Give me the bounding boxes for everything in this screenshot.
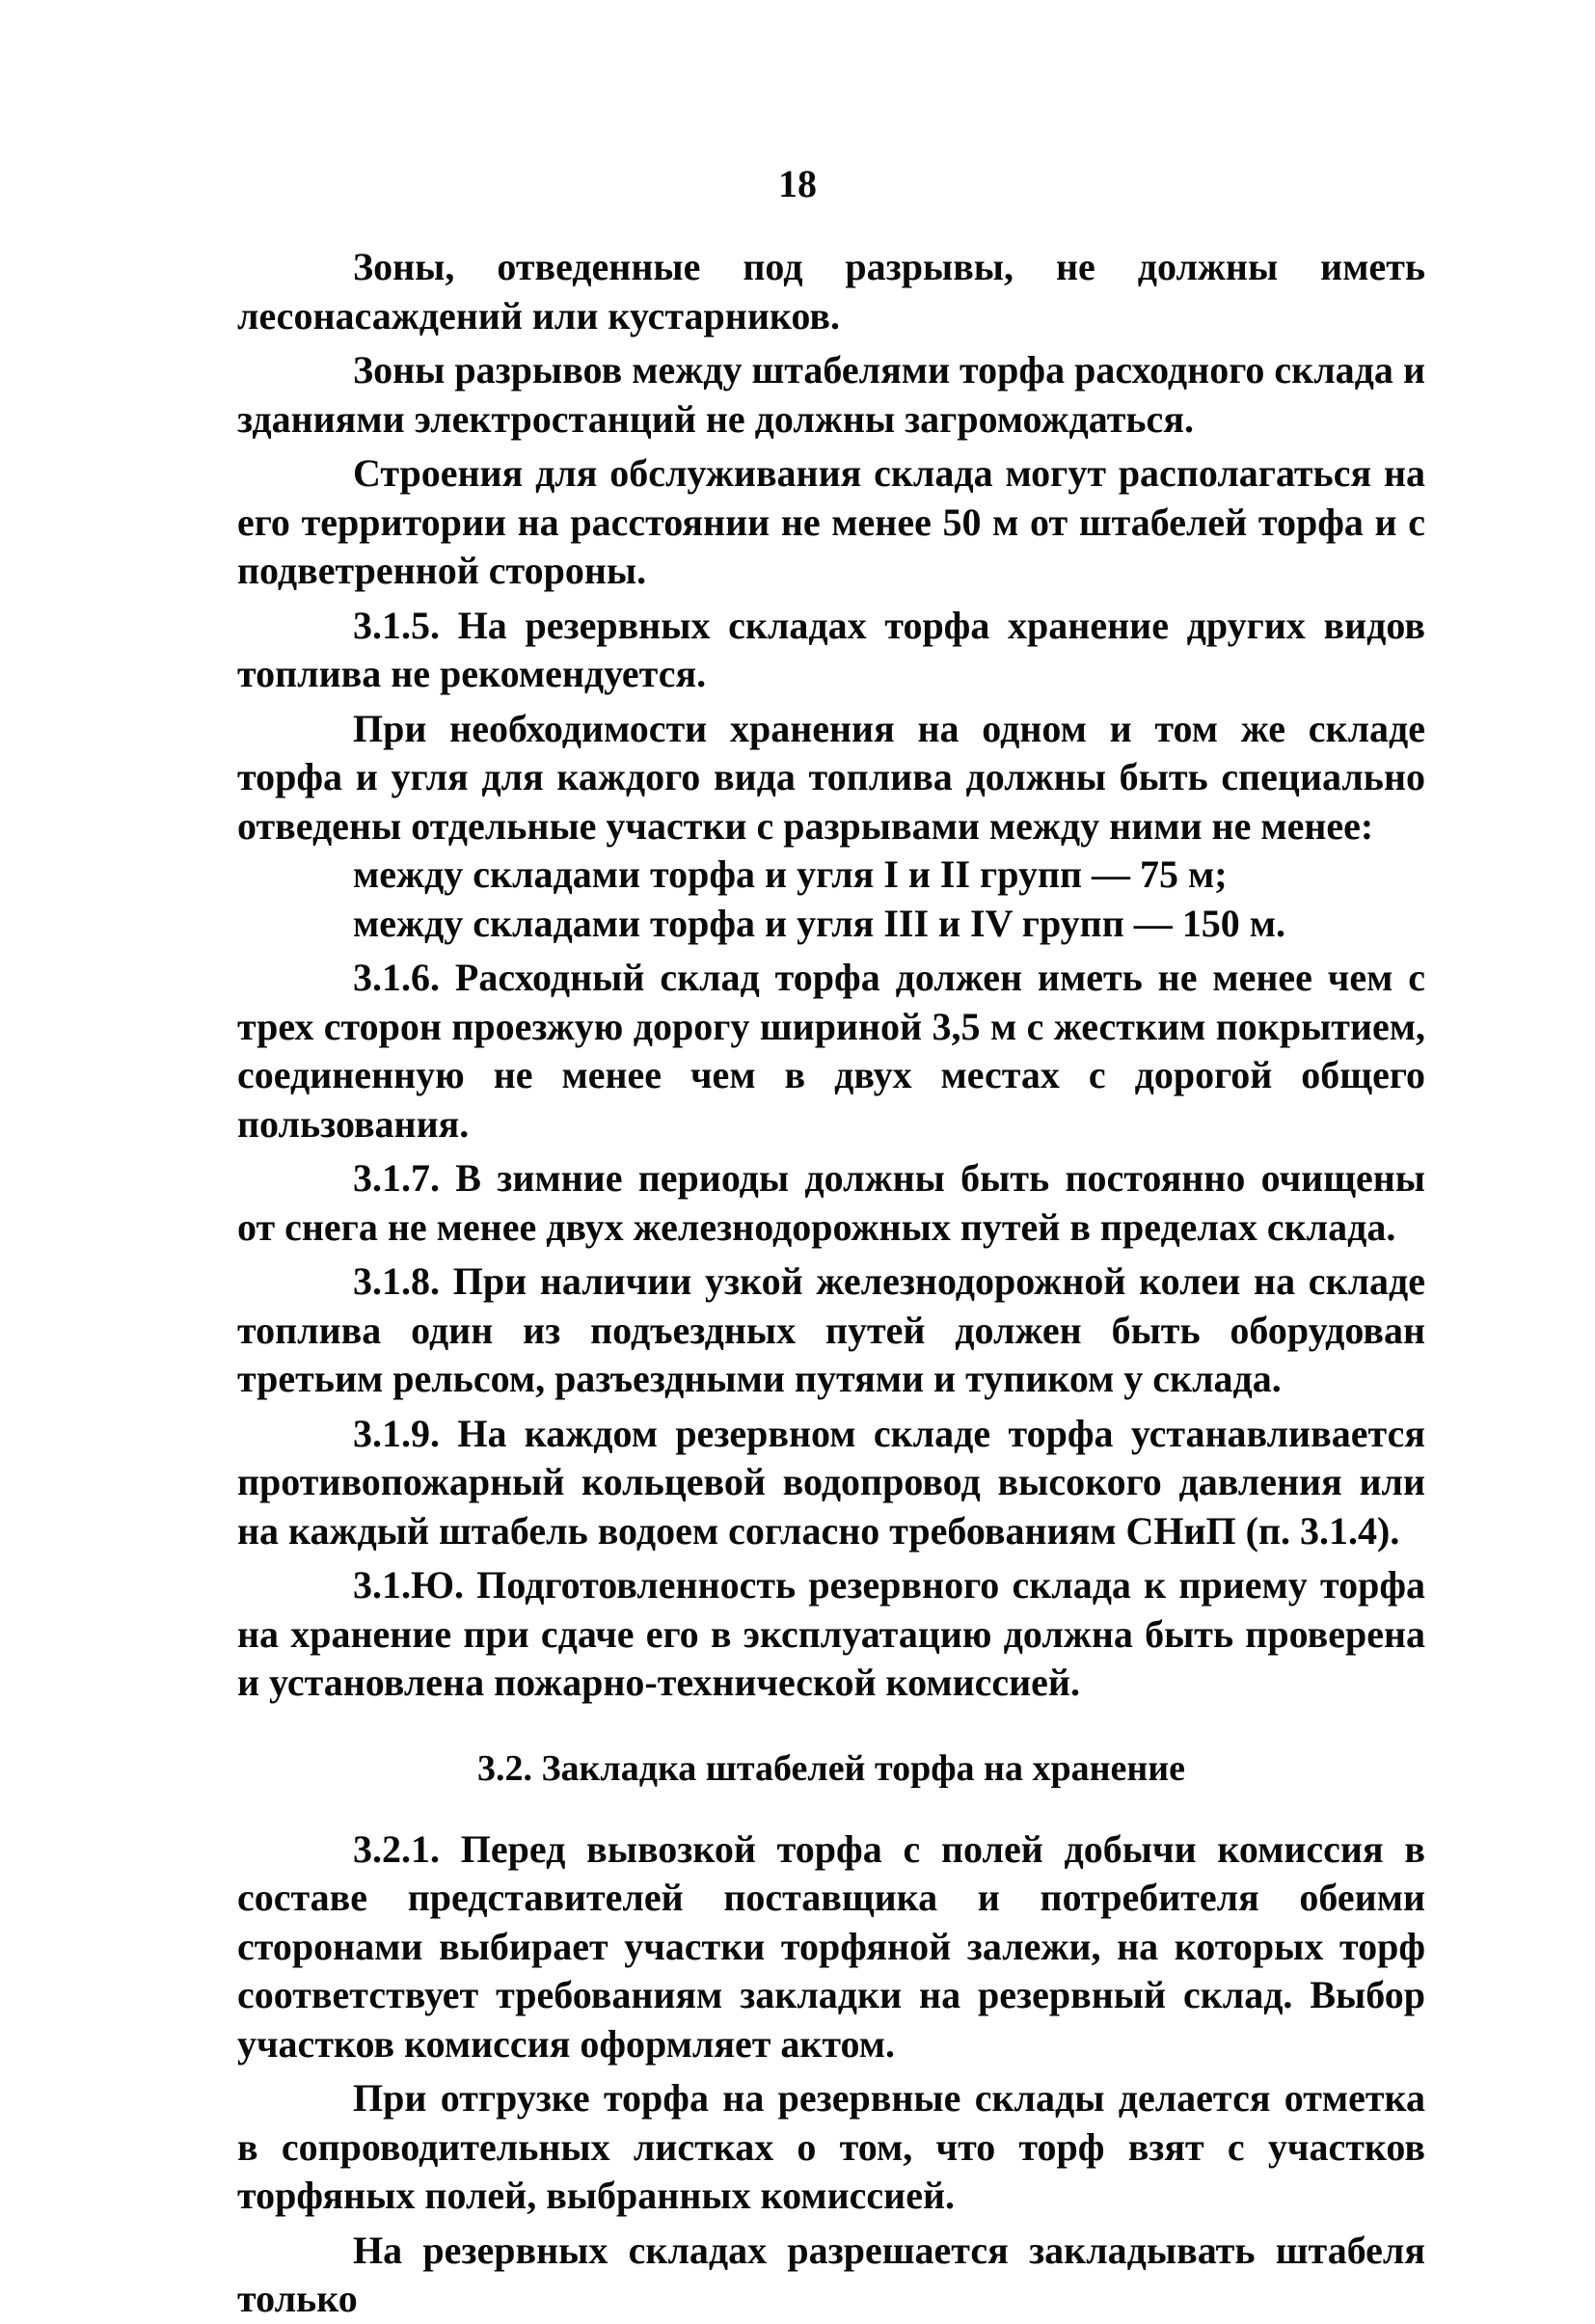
list-item-groups-1-2: между складами торфа и угля I и II групп — 75 м;	[353, 852, 1228, 896]
paragraph-3-1-9: 3.1.9. На каждом резервном складе торфа устанавливается противопожарный кольцевой водопровод высокого давления или на каждый штабель водоем согласно требованиям СНиП (п. 3.1.4).	[237, 1411, 1425, 1553]
paragraph-3-1-10: 3.1.Ю. Подготовленность резервного склада к приему торфа на хранение при сдаче его в эксплуатацию должна быть проверена и установлена пожарно-технической комиссией.	[237, 1563, 1425, 1704]
page-number: 18	[778, 162, 817, 205]
document-body	[237, 243, 1425, 2324]
paragraph-3-1-6: 3.1.6. Расходный склад торфа должен иметь не менее чем с трех сторон проезжую дорогу шириной 3,5 м с жестким покрытием, соединенную не менее чем в двух местах с дорогой общего пользования.	[237, 956, 1425, 1146]
paragraph-3-1-5: 3.1.5. На резервных складах торфа хранение других видов топлива не рекомендуется.	[237, 603, 1425, 695]
paragraph-peat-coal-storage: При необходимости хранения на одном и том же складе торфа и угля для каждого вида топлива должны быть специально отведены отдельные участки с разрывами между ними не менее:	[237, 706, 1425, 848]
paragraph-reserve-stacks: На резервных складах разрешается закладывать штабеля только	[237, 2228, 1425, 2320]
paragraph-3-1-8: 3.1.8. При наличии узкой железнодорожной колеи на складе топлива один из подъездных путей должен быть оборудован третьим рельсом, разъездными путями и тупиком у склада.	[237, 1259, 1425, 1400]
paragraph-zones-clutter: Зоны разрывов между штабелями торфа расходного склада и зданиями электростанций не должны загромождаться.	[237, 348, 1425, 441]
paragraph-3-2-1: 3.2.1. Перед вывозкой торфа с полей добычи комиссия в составе представителей поставщика и потребителя обеими сторонами выбирает участки торфяной залежи, на которых торф соответствует требованиям закладки на резервный склад. Выбор участков комиссия оформляет актом.	[237, 1826, 1425, 2066]
paragraph-3-1-7: 3.1.7. В зимние периоды должны быть постоянно очищены от снега не менее двух железнодорожных путей в пределах склада.	[237, 1156, 1425, 1249]
list-item-groups-3-4: между складами торфа и угля III и IV групп — 150 м.	[353, 901, 1286, 945]
paragraph-zones-breaks: Зоны, отведенные под разрывы, не должны иметь лесонасаждений или кустарников.	[237, 245, 1425, 338]
section-heading-3-2: 3.2. Закладка штабелей торфа на хранение	[476, 1747, 1185, 1789]
paragraph-service-buildings: Строения для обслуживания склада могут располагаться на его территории на расстоянии не менее 50 м от штабелей торфа и с подветренной стороны.	[237, 451, 1425, 592]
paragraph-shipment-note: При отгрузке торфа на резервные склады делается отметка в сопроводительных листках о том, что торф взят с участков торфяных полей, выбранных комиссией.	[237, 2076, 1425, 2217]
